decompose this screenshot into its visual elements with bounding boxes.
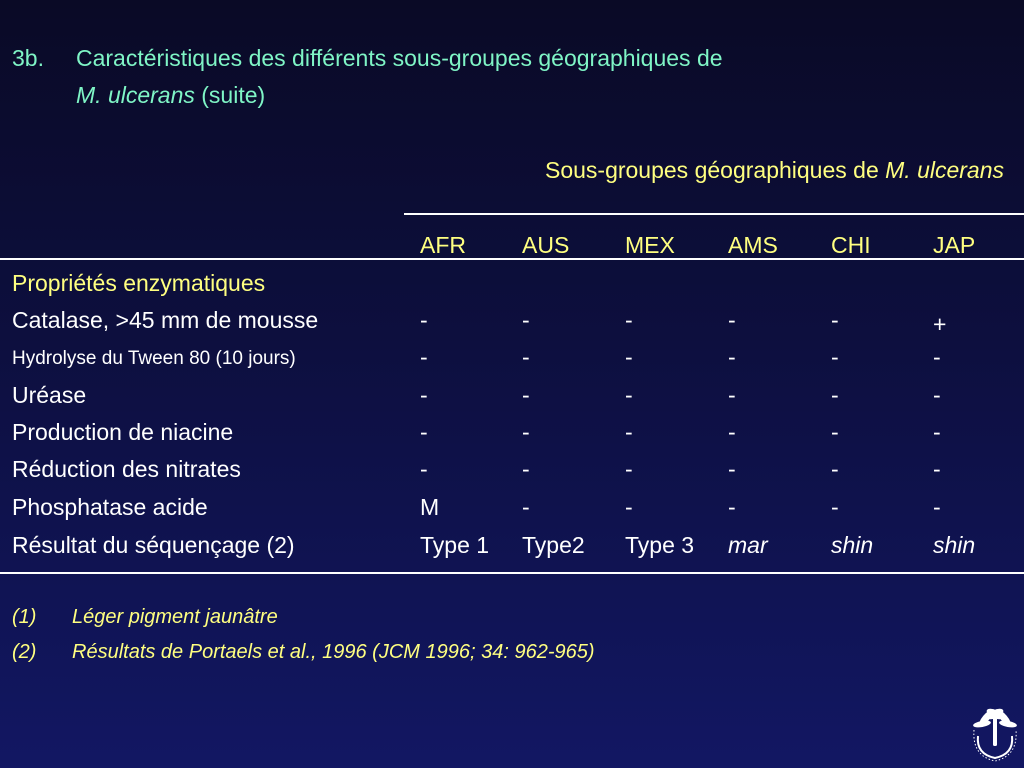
table-cell: - xyxy=(831,456,839,482)
col-header-ams: AMS xyxy=(728,232,778,258)
table-cell: - xyxy=(933,382,941,408)
table-cell: - xyxy=(728,419,736,445)
table-cell: Type2 xyxy=(522,532,585,558)
table-cell: - xyxy=(728,344,736,370)
table-cell: - xyxy=(625,307,633,333)
table-cell: Type 3 xyxy=(625,532,695,558)
table-cell: - xyxy=(728,307,736,333)
table-cell: - xyxy=(831,494,839,520)
table-cell: - xyxy=(625,344,633,370)
table-cell: - xyxy=(933,419,941,445)
table-cell: - xyxy=(625,382,633,408)
table-cell: - xyxy=(522,494,530,520)
row-label: Phosphatase acide xyxy=(12,494,208,520)
col-header-afr: AFR xyxy=(420,232,466,258)
subtitle-species: M. ulcerans xyxy=(885,157,1004,183)
table-cell: - xyxy=(625,494,633,520)
footnote-text: Résultats de Portaels et al., 1996 (JCM 1996; 34: 962-965) xyxy=(72,641,595,663)
footnote-number: (2) xyxy=(12,641,37,663)
row-label: Hydrolyse du Tween 80 (10 jours) xyxy=(12,348,296,369)
table-subtitle xyxy=(545,157,1004,184)
row-label: Catalase, >45 mm de mousse xyxy=(12,307,319,333)
table-cell: - xyxy=(728,456,736,482)
table-cell: - xyxy=(420,344,428,370)
table-cell: shin xyxy=(933,532,976,558)
table-cell: - xyxy=(831,307,839,333)
table-cell: - xyxy=(420,382,428,408)
footnote-number: (1) xyxy=(12,606,37,628)
table-cell: - xyxy=(522,307,530,333)
table-cell: - xyxy=(831,344,839,370)
table-cell: M xyxy=(420,494,440,520)
col-header-chi: CHI xyxy=(831,232,871,258)
table-cell: - xyxy=(933,456,941,482)
table-cell: - xyxy=(728,494,736,520)
footnote-text: Léger pigment jaunâtre xyxy=(72,606,278,628)
institute-logo xyxy=(968,700,1022,762)
title-suffix: (suite) xyxy=(194,82,266,108)
table-cell: - xyxy=(522,344,530,370)
section-label: Propriétés enzymatiques xyxy=(12,270,266,296)
table-cell: Type 1 xyxy=(420,532,490,558)
table-cell: - xyxy=(420,456,428,482)
table-cell: - xyxy=(420,419,428,445)
table-cell: - xyxy=(933,344,941,370)
table-cell: - xyxy=(625,456,633,482)
table-cell: shin xyxy=(831,532,874,558)
subtitle-prefix: Sous-groupes géographiques de xyxy=(544,157,886,183)
table-cell: mar xyxy=(728,532,768,558)
slide-title-number: 3b. xyxy=(12,45,44,71)
bottom-rule xyxy=(0,572,1024,574)
col-header-jap: JAP xyxy=(933,232,976,258)
species-name: M. ulcerans xyxy=(76,82,195,108)
palm-tree-icon xyxy=(968,700,1022,762)
row-label: Résultat du séquençage (2) xyxy=(12,532,295,558)
table-cell: - xyxy=(522,419,530,445)
slide-title-line1: Caractéristiques des différents sous-groupes géographiques de xyxy=(76,45,723,71)
col-header-aus: AUS xyxy=(522,232,570,258)
row-label: Uréase xyxy=(12,382,87,408)
row-label: Réduction des nitrates xyxy=(12,456,241,482)
table-cell: - xyxy=(420,307,428,333)
slide-title-line2 xyxy=(76,80,265,110)
table-cell: - xyxy=(831,419,839,445)
table-cell: - xyxy=(728,382,736,408)
col-header-mex: MEX xyxy=(625,232,675,258)
table-cell: + xyxy=(933,311,947,337)
row-label: Production de niacine xyxy=(12,419,234,445)
table-cell: - xyxy=(831,382,839,408)
table-cell: - xyxy=(522,456,530,482)
table-cell: - xyxy=(933,494,941,520)
table-cell: - xyxy=(522,382,530,408)
table-cell: - xyxy=(625,419,633,445)
top-rule xyxy=(404,213,1024,215)
